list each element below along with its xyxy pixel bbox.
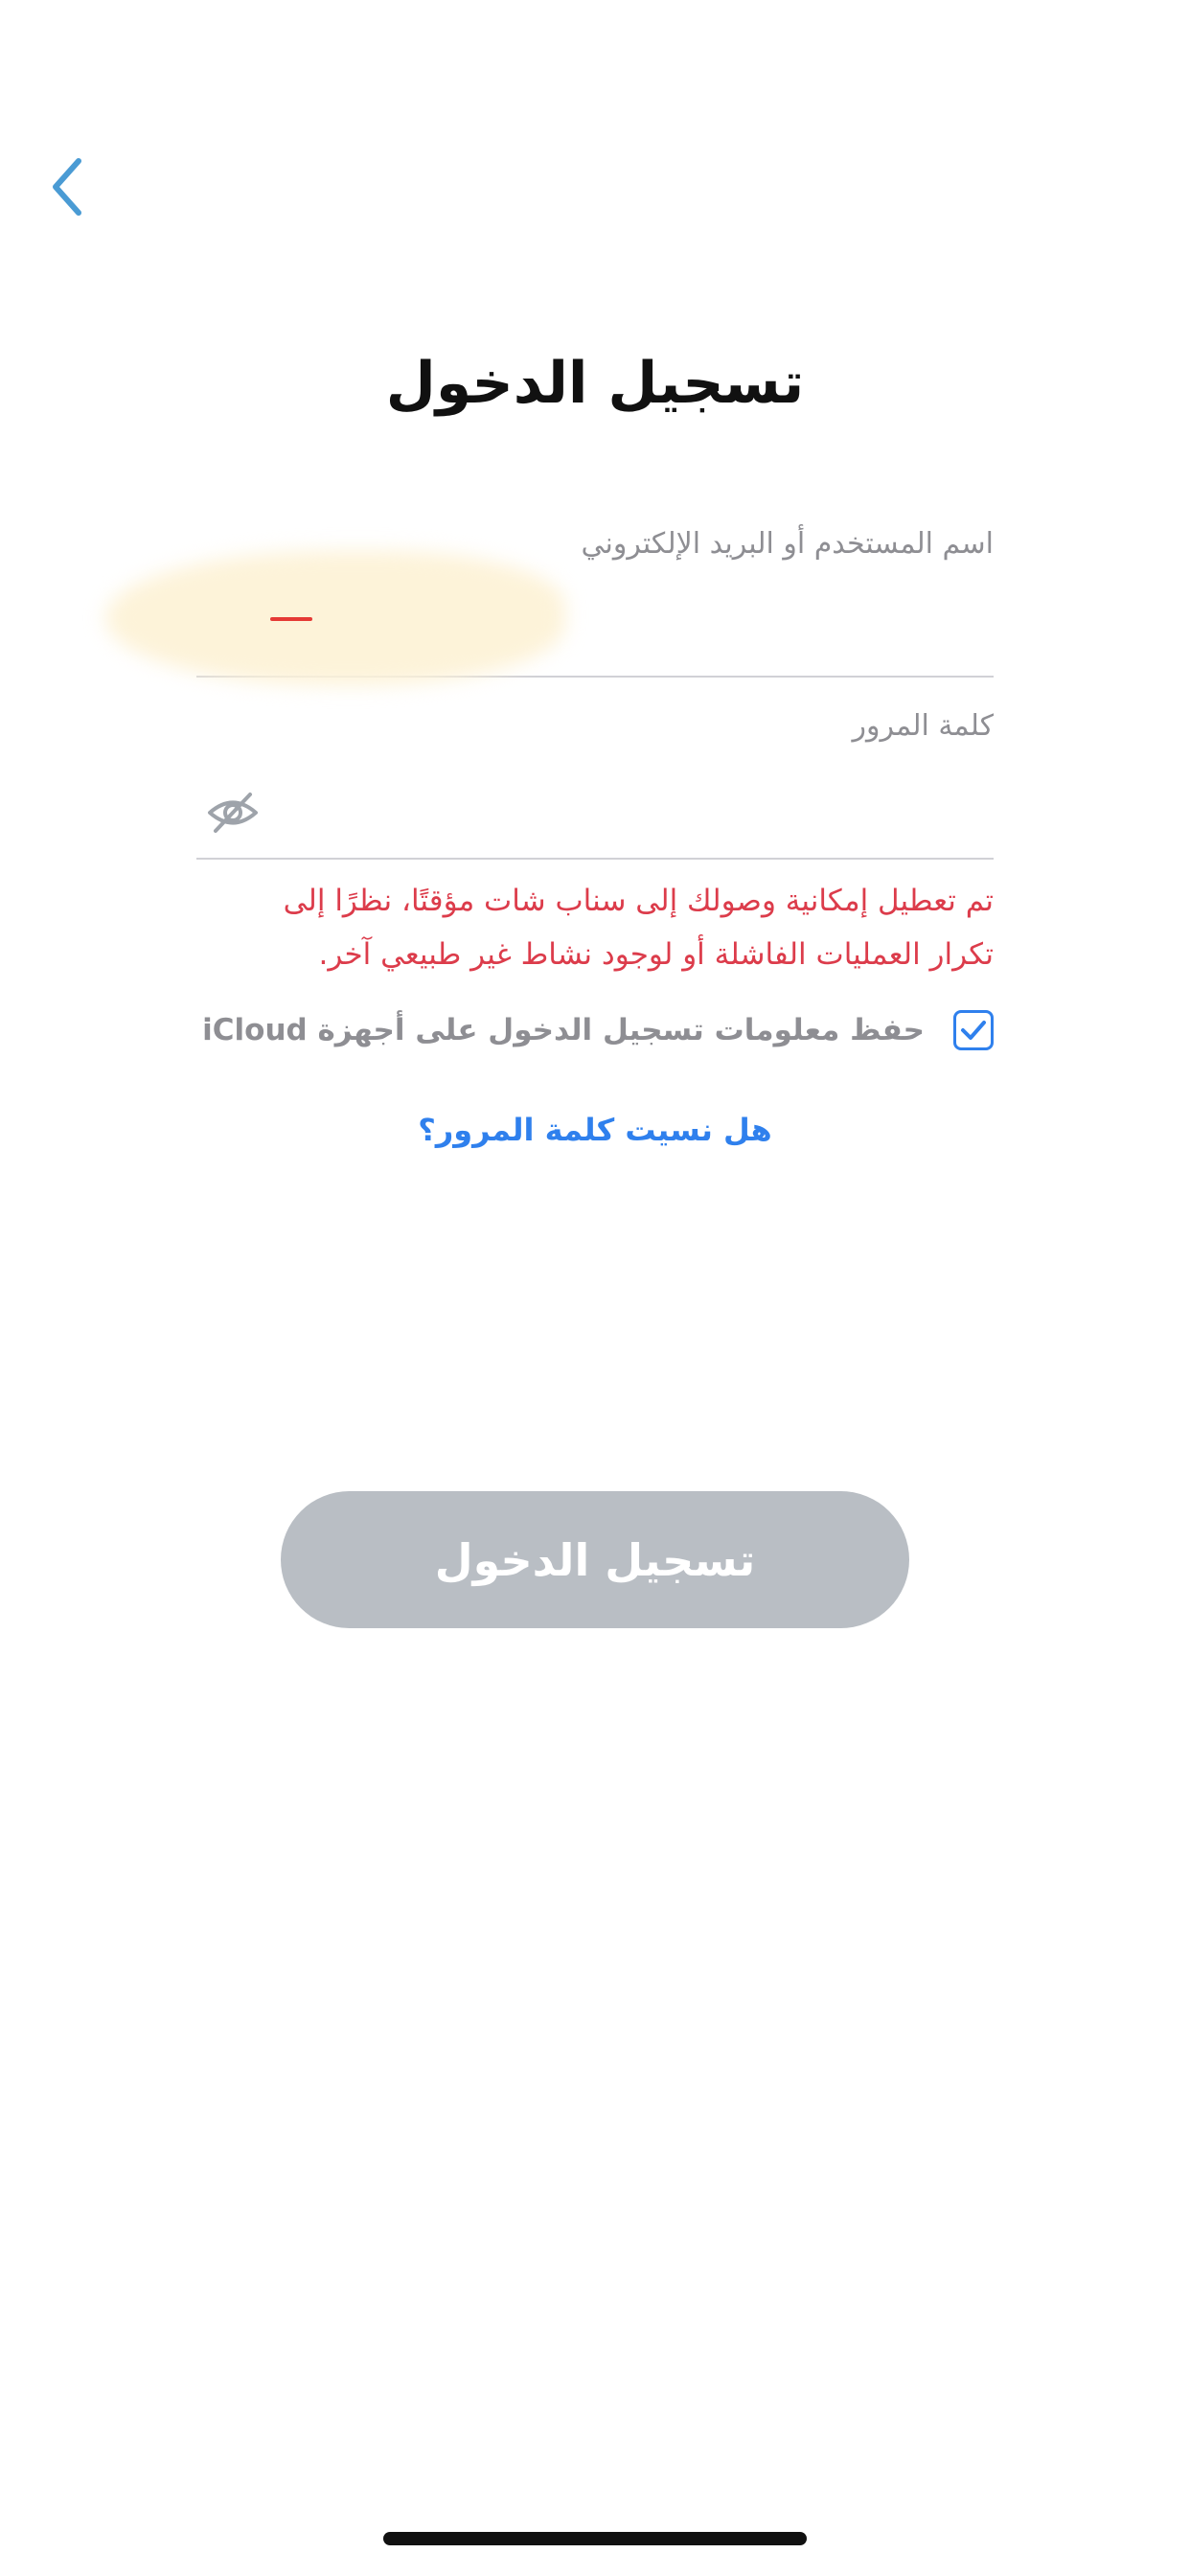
username-field[interactable] (196, 527, 994, 678)
save-login-label: حفظ معلومات تسجيل الدخول على أجهزة iCloud (202, 1013, 925, 1047)
error-message: تم تعطيل إمكانية وصولك إلى سناب شات مؤقتًا، نظرًا إلى تكرار العمليات الفاشلة أو لوجود نشاط غير طبيعي آخر. (283, 884, 994, 972)
password-input[interactable] (273, 789, 994, 858)
chevron-left-icon (50, 157, 84, 217)
username-label: اسم المستخدم أو البريد الإلكتروني (581, 527, 994, 561)
eye-slash-icon (204, 789, 262, 837)
page-title: تسجيل الدخول (385, 350, 805, 417)
username-underline (196, 676, 994, 678)
checkmark-icon (960, 1019, 987, 1042)
back-button[interactable] (38, 153, 96, 220)
save-login-checkbox[interactable] (953, 1010, 994, 1050)
password-label: كلمة المرور (852, 709, 994, 743)
home-indicator (383, 2532, 807, 2545)
password-underline (196, 858, 994, 860)
forgot-password-link[interactable]: هل نسيت كلمة المرور؟ (418, 1112, 772, 1148)
password-field[interactable] (196, 709, 994, 860)
show-password-toggle[interactable] (204, 789, 262, 837)
login-button[interactable]: تسجيل الدخول (281, 1491, 909, 1628)
username-input[interactable] (196, 607, 994, 676)
save-login-row[interactable] (202, 1001, 994, 1059)
